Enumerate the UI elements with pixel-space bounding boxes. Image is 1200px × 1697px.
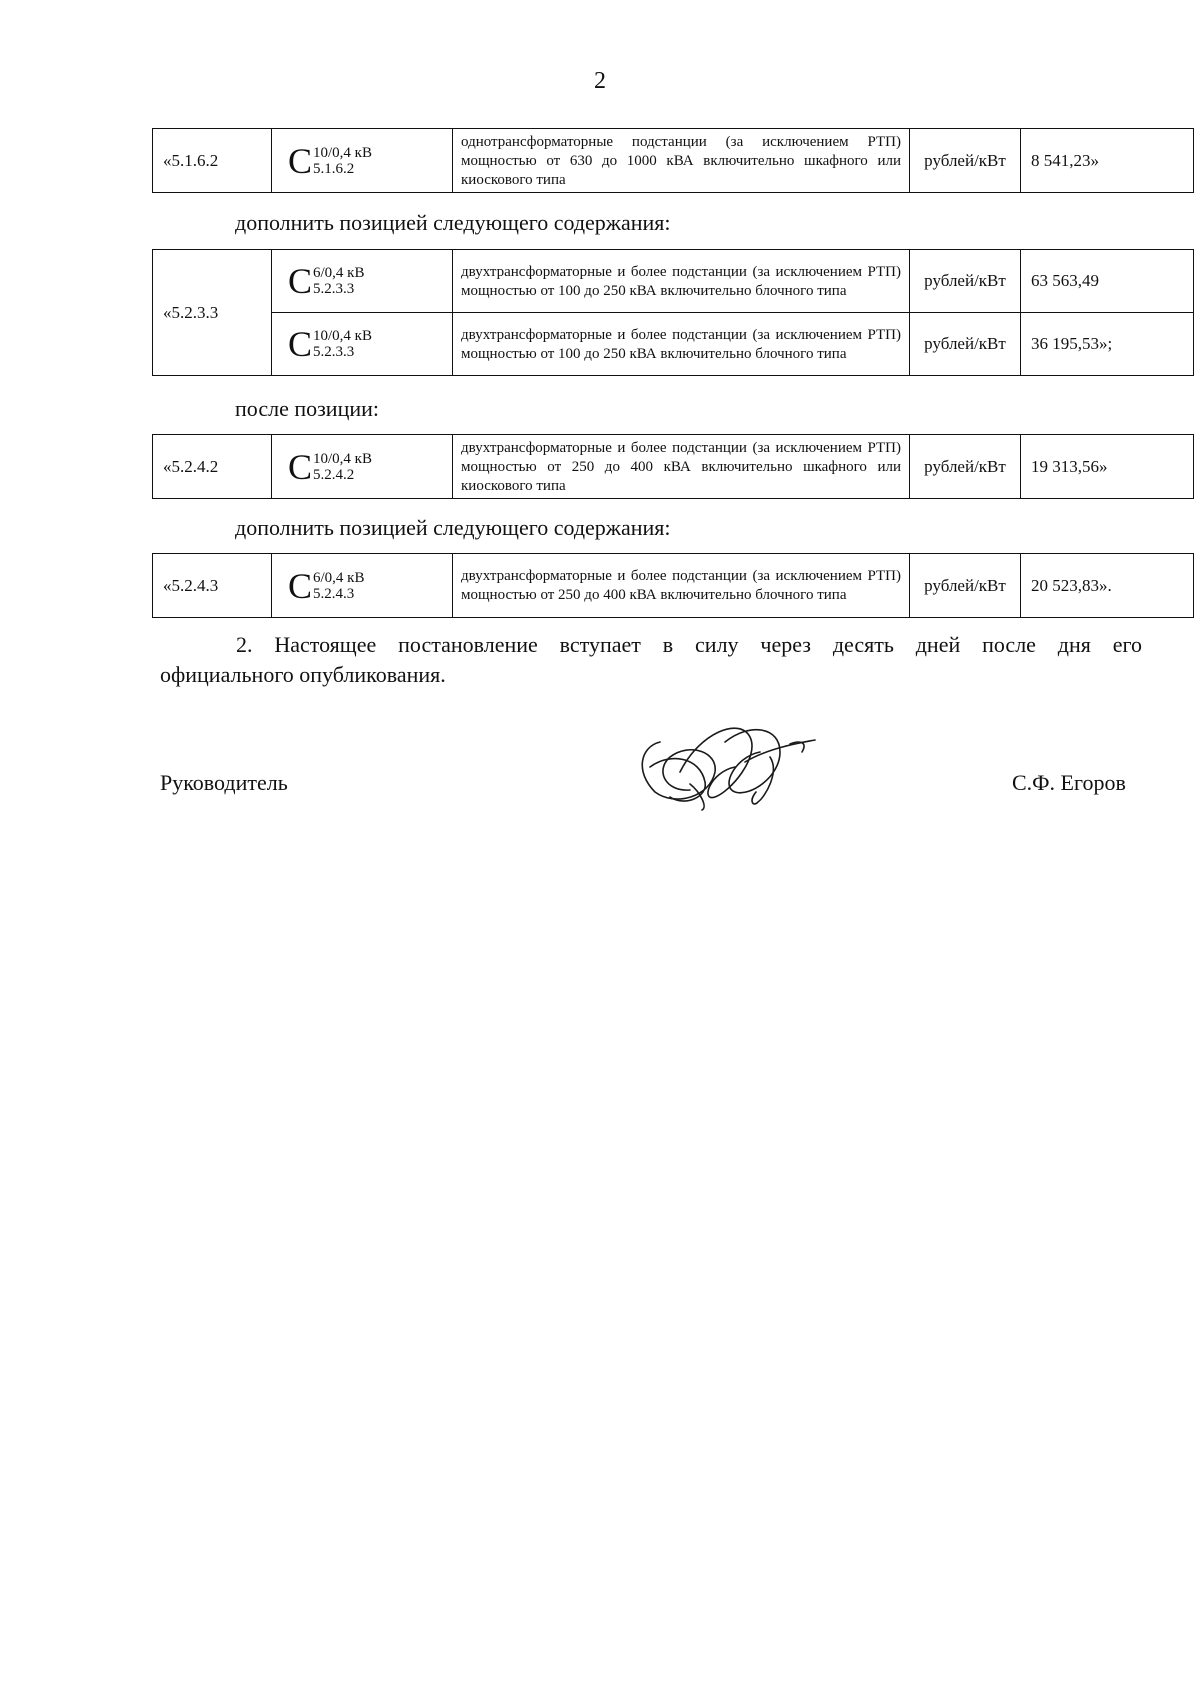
tariff-table-3: [152, 434, 1194, 499]
symbol-subscript: 5.1.6.2: [313, 160, 355, 177]
unit: рублей/кВт: [910, 250, 1021, 313]
tariff-table-2: [152, 249, 1194, 376]
signatory-position: Руководитель: [160, 770, 288, 795]
amendment-phrase: дополнить позицией следующего содержания:: [235, 515, 671, 540]
rate-symbol: [272, 129, 453, 193]
page-number: 2: [594, 68, 606, 94]
rate-value: 63 563,49: [1021, 250, 1194, 313]
paragraph-line: 2. Настоящее постановление вступает в силу через десять дней после дня его: [236, 632, 1142, 657]
table-row: [153, 250, 1194, 313]
symbol-subscript: 5.2.4.3: [313, 585, 355, 602]
position-description: двухтрансформаторные и более подстанции (за исключением РТП) мощностью от 100 до 250 кВА включительно блочного типа: [453, 250, 910, 313]
symbol-letter: C: [288, 565, 313, 606]
symbol-subscript: 5.2.4.2: [313, 466, 355, 483]
table-row: [153, 435, 1194, 499]
rate-symbol: [272, 554, 453, 618]
rate-value: 20 523,83».: [1021, 554, 1194, 618]
position-description: двухтрансформаторные и более подстанции (за исключением РТП) мощностью от 100 до 250 кВА включительно блочного типа: [453, 313, 910, 376]
symbol-subscript: 5.2.3.3: [313, 281, 355, 297]
symbol-superscript: 10/0,4 кВ: [313, 328, 372, 344]
paragraph-line: официального опубликования.: [160, 662, 446, 687]
symbol-letter: C: [288, 140, 313, 181]
position-code: «5.2.3.3: [153, 250, 272, 376]
rate-value: 36 195,53»;: [1021, 313, 1194, 376]
effective-date-paragraph: [160, 630, 1142, 690]
handwritten-signature-icon: [630, 712, 820, 812]
unit: рублей/кВт: [910, 435, 1021, 499]
symbol-superscript: 10/0,4 кВ: [313, 450, 372, 467]
position-description: однотрансформаторные подстанции (за исключением РТП) мощностью от 630 до 1000 кВА включительно шкафного или киоскового типа: [453, 129, 910, 193]
symbol-superscript: 6/0,4 кВ: [313, 265, 365, 281]
position-code: «5.1.6.2: [153, 129, 272, 193]
position-description: двухтрансформаторные и более подстанции (за исключением РТП) мощностью от 250 до 400 кВА включительно блочного типа: [453, 554, 910, 618]
symbol-subscript: 5.2.3.3: [313, 344, 355, 360]
unit: рублей/кВт: [910, 554, 1021, 618]
symbol-superscript: 6/0,4 кВ: [313, 569, 365, 586]
position-code: «5.2.4.2: [153, 435, 272, 499]
symbol-letter: C: [288, 324, 313, 364]
unit: рублей/кВт: [910, 129, 1021, 193]
rate-symbol: [272, 250, 453, 313]
rate-symbol: [272, 435, 453, 499]
position-description: двухтрансформаторные и более подстанции (за исключением РТП) мощностью от 250 до 400 кВА включительно шкафного или киоскового типа: [453, 435, 910, 499]
signatory-name: С.Ф. Егоров: [1012, 770, 1126, 795]
amendment-phrase: после позиции:: [235, 396, 379, 421]
rate-value: 8 541,23»: [1021, 129, 1194, 193]
tariff-table-1: [152, 128, 1194, 193]
rate-value: 19 313,56»: [1021, 435, 1194, 499]
symbol-letter: C: [288, 261, 313, 301]
table-row: [153, 313, 1194, 376]
symbol-superscript: 10/0,4 кВ: [313, 144, 372, 161]
table-row: [153, 129, 1194, 193]
table-row: [153, 554, 1194, 618]
symbol-letter: C: [288, 446, 313, 487]
rate-symbol: [272, 313, 453, 376]
tariff-table-4: [152, 553, 1194, 618]
amendment-phrase: дополнить позицией следующего содержания:: [235, 210, 671, 235]
position-code: «5.2.4.3: [153, 554, 272, 618]
unit: рублей/кВт: [910, 313, 1021, 376]
